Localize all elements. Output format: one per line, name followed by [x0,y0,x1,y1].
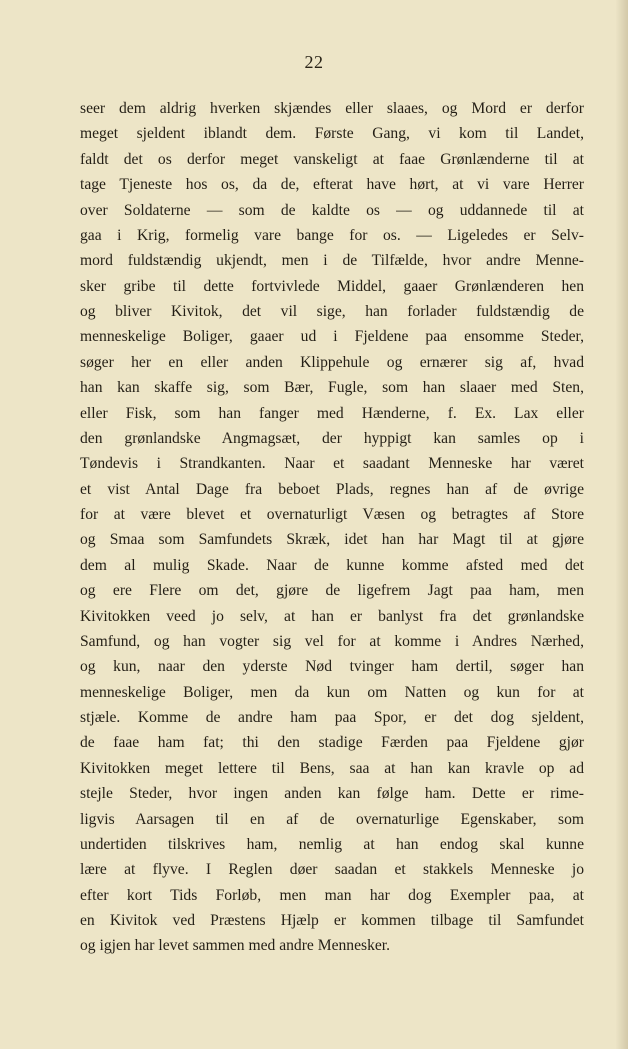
text-line: lære at flyve. I Reglen døer saadan et stakkels Menneske jo [80,861,584,879]
text-line: over Soldaterne — som de kaldte os — og uddannede til at [80,201,584,219]
text-line: de faae ham fat; thi den stadige Færden paa Fjeldene gjør [80,734,584,752]
text-line: ligvis Aarsagen til en af de overnaturlige Egenskaber, som [80,810,584,828]
text-line: og kun, naar den yderste Nød tvinger ham dertil, søger han [80,658,584,676]
body-text [80,96,584,959]
text-line: et vist Antal Dage fra beboet Plads, regnes han af de øvrige [80,480,584,498]
text-line: gaa i Krig, formelig vare bange for os. — Ligeledes er Selv- [80,226,584,244]
text-line: for at være blevet et overnaturligt Væsen og betragtes af Store [80,506,584,523]
text-line: og bliver Kivitok, det vil sige, han forlader fuldstændig de [80,303,584,320]
text-line: stejle Steder, hvor ingen anden kan følge ham. Dette er rime- [80,785,584,803]
page-number: 22 [304,52,324,72]
text-line: tage Tjeneste hos os, da de, efterat have hørt, at vi vare Herrer [80,176,584,194]
text-line: og Smaa som Samfundets Skræk, idet han har Magt til at gjøre [80,531,584,549]
text-line: og ere Flere om det, gjøre de ligefrem Jagt paa ham, men [80,582,584,600]
text-line: den grønlandske Angmagsæt, der hyppigt kan samles op i [80,429,584,447]
text-line: dem al mulig Skade. Naar de kunne komme afsted med det [80,556,584,574]
text-line: Samfund, og han vogter sig vel for at komme i Andres Nærhed, [80,632,584,650]
text-line: menneskelige Boliger, men da kun om Natten og kun for at [80,683,584,701]
text-line: menneskelige Boliger, gaaer ud i Fjeldene paa ensomme Steder, [80,328,584,346]
text-line: han kan skaffe sig, som Bær, Fugle, som han slaaer med Sten, [80,379,584,397]
text-line: sker gribe til dette fortvivlede Middel, gaaer Grønlænderen hen [80,277,584,295]
text-line: stjæle. Komme de andre ham paa Spor, er det dog sjeldent, [80,709,584,726]
text-line: mord fuldstændig ukjendt, men i de Tilfælde, hvor andre Menne- [80,252,584,270]
text-line: seer dem aldrig hverken skjændes eller slaaes, og Mord er derfor [80,100,584,117]
text-line: Kivitokken meget lettere til Bens, saa at han kan kravle op ad [80,759,584,777]
text-line: eller Fisk, som han fanger med Hænderne, f. Ex. Lax eller [80,404,584,422]
text-line: en Kivitok ved Præstens Hjælp er kommen tilbage til Samfundet [80,912,584,929]
text-line: undertiden tilskrives ham, nemlig at han endog skal kunne [80,835,584,853]
text-line: Tøndevis i Strandkanten. Naar et saadant Menneske har været [80,455,584,473]
text-line: faldt det os derfor meget vanskeligt at faae Grønlænderne til at [80,150,584,168]
text-line: Kivitokken veed jo selv, at han er banlyst fra det grønlandske [80,607,584,625]
text-line: meget sjeldent iblandt dem. Første Gang, vi kom til Landet, [80,125,584,143]
text-line: søger her en eller anden Klippehule og ernærer sig af, hvad [80,353,584,371]
text-line: og igjen har levet sammen med andre Mennesker. [80,937,391,955]
text-line: efter kort Tids Forløb, men man har dog Exempler paa, at [80,886,584,904]
